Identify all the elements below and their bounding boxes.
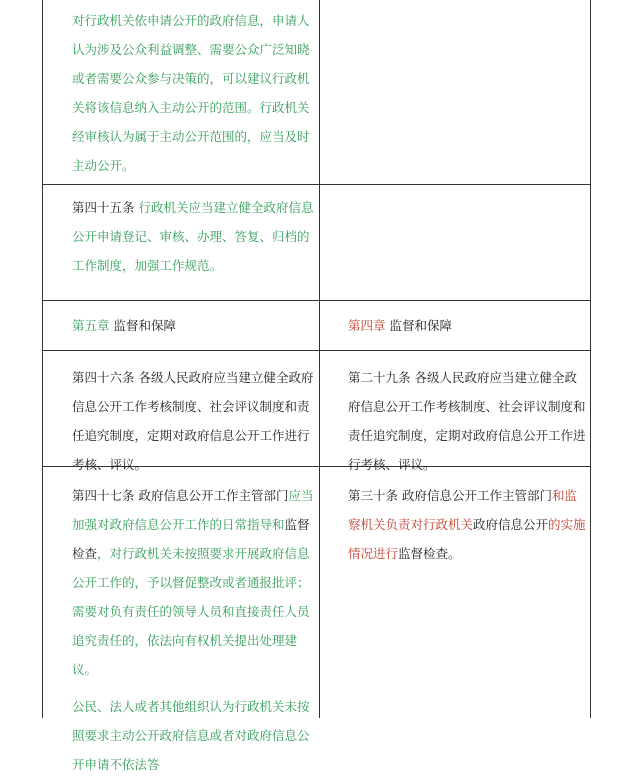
- chapter-heading: [47, 311, 315, 340]
- paragraph: [47, 193, 315, 280]
- text-run: 第二十九条 各级人民政府应当建立健全政府信息公开工作考核制度、社会评议制度和责任追究制度，定期对政府信息公开工作进行考核、评议。: [348, 370, 586, 472]
- chapter-title: 监督和保障: [385, 318, 452, 333]
- chapter-number: 第五章: [72, 318, 110, 333]
- row-divider: [42, 184, 591, 185]
- text-run: 第四十七条 政府信息公开工作主管部门: [72, 488, 289, 503]
- table-column-divider: [319, 0, 320, 718]
- paragraph: [323, 363, 587, 479]
- row-3-left-cell: [47, 311, 315, 340]
- text-run: 监督检查: [72, 517, 310, 561]
- text-run: 监督检查。: [398, 546, 461, 561]
- text-run: ，对行政机关未按照要求开展政府信息公开工作的，予以督促整改或者通报批评；需要对负有责任的领导人员和直接责任人员追究责任的，依法向有权机关提出处理建议。: [72, 546, 310, 677]
- row-3-right-cell: [323, 311, 587, 340]
- row-4-left-cell: [47, 363, 315, 479]
- chapter-number: 第四章: [348, 318, 386, 333]
- row-divider: [42, 300, 591, 301]
- chapter-title: 监督和保障: [109, 318, 176, 333]
- paragraph: [323, 481, 587, 568]
- row-2-left-cell: [47, 193, 315, 280]
- text-run: 行政机关应当建立健全政府信息公开申请登记、审核、办理、答复、归档的工作制度，加强工作规范。: [72, 200, 314, 273]
- text-run: 政府信息公开: [473, 517, 549, 532]
- table-border-right: [590, 0, 591, 718]
- row-1-left-cell: [47, 6, 315, 180]
- text-run: 公民、法人或者其他组织认为行政机关未按照要求主动公开政府信息或者对政府信息公开申请不依法答: [72, 699, 310, 772]
- text-run: 对行政机关依申请公开的政府信息，申请人认为涉及公众利益调整、需要公众广泛知晓或者需要公众参与决策的，可以建议行政机关将该信息纳入主动公开的范围。行政机关经审核认为属于主动公开范围的，应当及时主动公开。: [72, 13, 310, 173]
- row-5-left-cell: [47, 481, 315, 779]
- table-border-left: [42, 0, 43, 718]
- text-run: 的实施情况进行: [348, 517, 586, 561]
- text-run: 第三十条 政府信息公开工作主管部门: [348, 488, 552, 503]
- paragraph: [47, 363, 315, 479]
- article-number: 第四十五条: [72, 200, 139, 215]
- text-run: 第四十六条 各级人民政府应当建立健全政府信息公开工作考核制度、社会评议制度和责任追究制度，定期对政府信息公开工作进行考核、评议。: [72, 370, 314, 472]
- paragraph: [47, 6, 315, 180]
- text-run: 和监察机关负责对行政机关: [348, 488, 577, 532]
- text-run: 应当加强对政府信息公开工作的日常指导和: [72, 488, 314, 532]
- paragraph: [47, 481, 315, 684]
- chapter-heading: [323, 311, 587, 340]
- paragraph: [47, 692, 315, 779]
- row-4-right-cell: [323, 363, 587, 479]
- row-5-right-cell: [323, 481, 587, 568]
- row-divider: [42, 350, 591, 351]
